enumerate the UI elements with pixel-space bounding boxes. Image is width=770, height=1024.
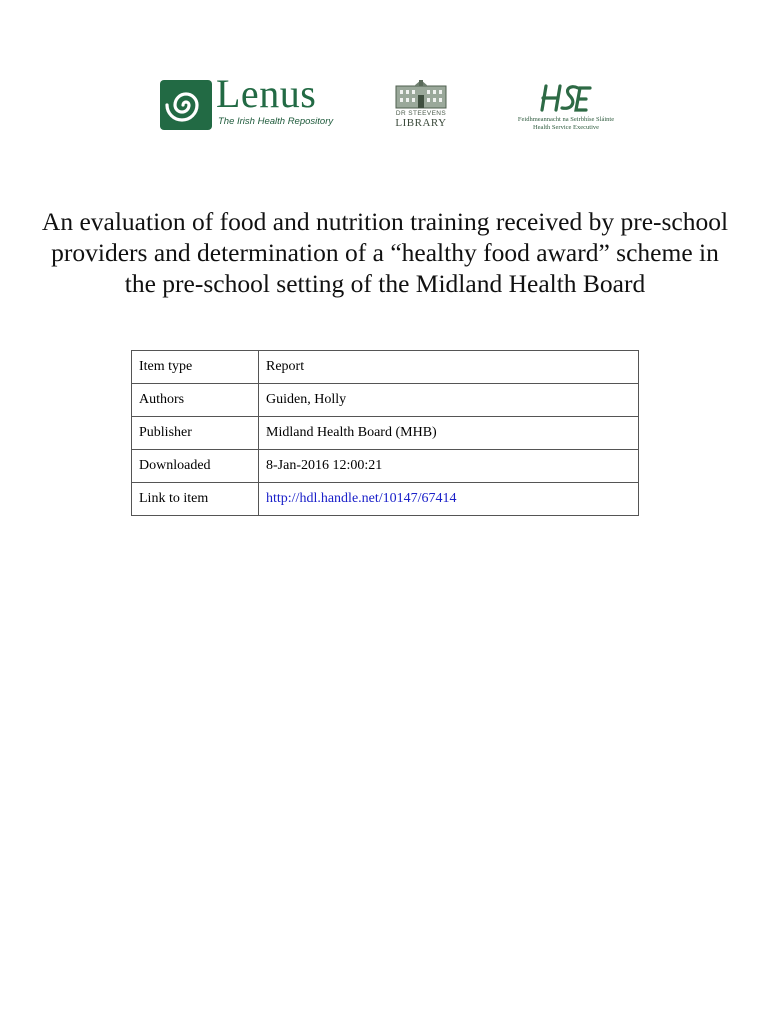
link-to-item-cell — [259, 483, 639, 516]
table-row — [132, 483, 639, 516]
lenus-tagline: The Irish Health Repository — [218, 116, 334, 127]
item-type-value: Report — [259, 351, 639, 384]
table-row — [132, 450, 639, 483]
link-to-item-label: Link to item — [132, 483, 259, 516]
steevens-library-logo — [394, 80, 448, 130]
table-row — [132, 417, 639, 450]
building-icon — [394, 80, 448, 110]
hse-logo — [516, 80, 616, 132]
item-type-label: Item type — [132, 351, 259, 384]
lenus-logo — [160, 71, 335, 132]
item-link[interactable]: http://hdl.handle.net/10147/67414 — [266, 491, 457, 506]
steevens-line2: LIBRARY — [395, 117, 447, 129]
table-row — [132, 351, 639, 384]
metadata-table — [131, 350, 639, 516]
hse-mark-icon — [516, 80, 616, 114]
downloaded-value: 8-Jan-2016 12:00:21 — [259, 450, 639, 483]
publisher-label: Publisher — [132, 417, 259, 450]
hse-line2: Health Service Executive — [532, 124, 600, 131]
downloaded-label: Downloaded — [132, 450, 259, 483]
document-title: An evaluation of food and nutrition training received by pre-school providers and determination of a “healthy food award” scheme in the pre-school setting of the Midland Health Board — [41, 207, 729, 298]
authors-value: Guiden, Holly — [259, 384, 639, 417]
lenus-swirl-icon — [160, 80, 212, 130]
publisher-value: Midland Health Board (MHB) — [259, 417, 639, 450]
steevens-line1: DR STEEVENS — [395, 110, 447, 117]
table-row — [132, 384, 639, 417]
lenus-name: Lenus — [216, 71, 317, 116]
logo-row — [0, 71, 770, 136]
authors-label: Authors — [132, 384, 259, 417]
hse-line1: Feidhmeannacht na Seirbhíse Sláinte — [517, 116, 615, 123]
